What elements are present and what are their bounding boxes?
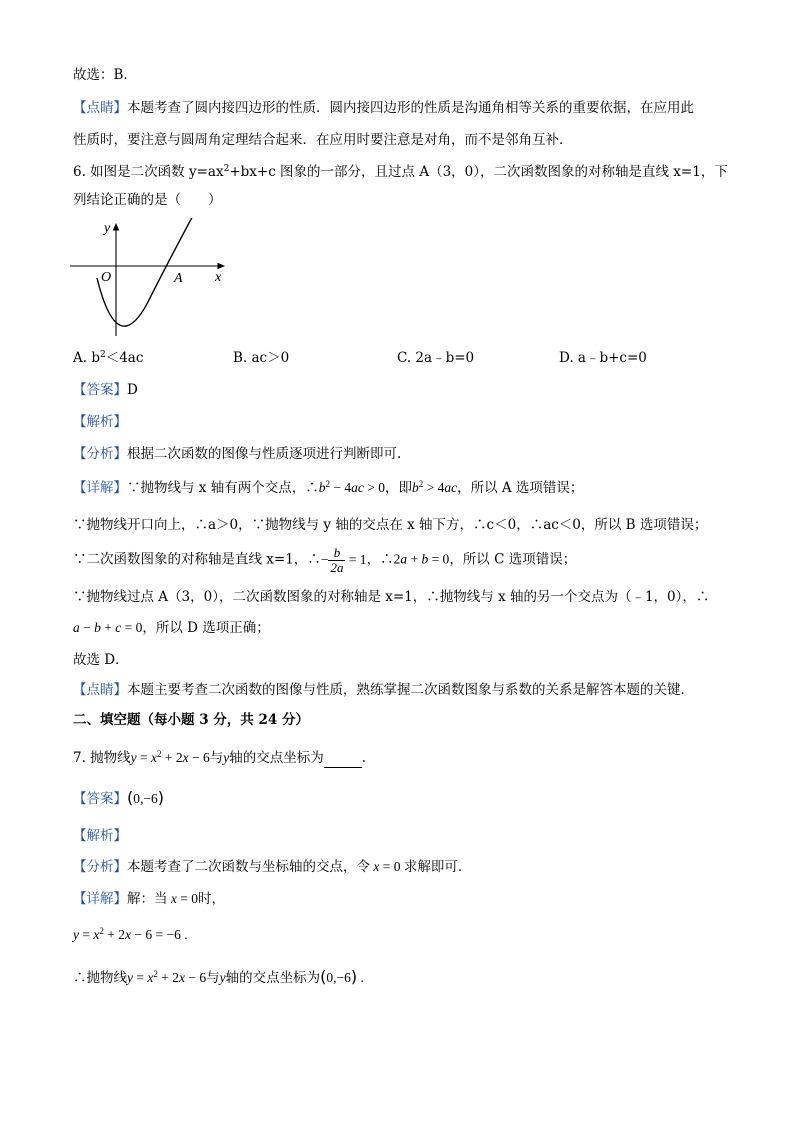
q7-y-symbol-2: y [219,970,226,985]
q6-detail-line-4: ∵抛物线过点 A（3，0），二次函数图象的对称轴是 x=1，∴抛物线与 x 轴的另一个交点为（﹣1，0），∴ [73,589,710,605]
discriminant-formula: $b^2 - 4ac > 0$ [318,479,385,495]
q7-result: (0,−6) . [320,967,364,986]
inequality-formula: $b^2 > 4ac$ [411,479,458,495]
answer-blank[interactable] [324,753,362,768]
x-axis-label: x [215,270,222,285]
q7-answer-tag: 【答案】 [73,791,127,807]
detail-1a: ∵抛物线与 x 轴有两个交点，∴ [127,480,319,496]
q7-conc-b: 与 [206,970,220,986]
q7-detail-b: 时， [198,891,225,907]
point-note-text: 本题考查了圆内接四边形的性质．圆内接四边形的性质是沟通角相等关系的重要依据，在应用此 [127,100,694,116]
q7-fenxi-a: 本题考查了二次函数与坐标轴的交点，令 [127,859,370,875]
relation-formula: 2a + b = 0 [393,551,450,567]
q6-answer: D [127,382,138,398]
point-formula: a − b + c = 0 [73,620,143,635]
choice-a-text-b: ＜4ac [105,350,144,366]
q7-computation: $y = x^2 + 2x - 6 = -6$ . [73,926,188,942]
fenxi-tag: 【分析】 [73,446,127,462]
question-6-line-2: 列结论正确的是（ ） [73,192,222,208]
q7-fenxi-b: 求解即可． [403,859,472,875]
dianjing-text: 本题主要考查二次函数的图像与性质，熟练掌握二次函数图象与系数的关系是解答本题的关键． [127,682,694,698]
q6-fenxi-line [73,444,401,464]
q7-conc-c: 轴的交点坐标为 [225,970,321,986]
detail-3b: ，∴ [366,551,394,568]
q7-text-a: 7. 抛物线 [73,750,131,766]
point-note-line-2: 性质时，要注意与圆周角定理结合起来．在应用时要注意是对角，而不是邻角互补． [73,132,573,148]
y-axis-label: y [104,221,111,236]
choice-c[interactable]: C. 2a﹣b=0 [397,350,475,366]
detail-3a: ∵二次函数图象的对称轴是直线 x=1，∴ [73,551,321,568]
q7-fenxi-tag: 【分析】 [73,859,127,875]
q7-y-symbol: y [223,750,230,765]
q7-detail-tag: 【详解】 [73,891,127,907]
dianjing-tag: 【点睛】 [73,682,127,698]
q7-conclusion [73,967,364,988]
answer-tag: 【答案】 [73,382,127,398]
q7-answer: (0,−6) [127,788,164,807]
q7-conc-a: ∴抛物线 [73,970,127,986]
q7-detail-line [73,889,225,909]
q7-text-b: 与 [209,750,224,766]
detail-tag: 【详解】 [73,480,127,496]
q7-function: $y = x^2 + 2x - 6$ [130,749,210,765]
choice-a-text: A. b [73,350,100,366]
section-heading: 二、填空题（每小题 3 分，共 24 分） [73,712,309,728]
q7-x-zero: x = 0 [370,859,404,874]
q6-detail-line-3 [73,546,576,575]
detail-1c: ，所以 A 选项错误； [457,480,584,496]
fenxi-text: 根据二次函数的图像与性质逐项进行判断即可. [127,446,402,462]
detail-1b: ，即 [384,480,412,496]
point-note-line [73,98,694,118]
q6-dianjing-line [73,680,694,700]
point-note-tag: 【点睛】 [73,100,127,116]
q7-analysis-tag: 【解析】 [73,828,127,844]
origin-label: O [101,270,112,285]
parabola-graph [64,218,244,342]
question-6-text-b: +bx+c 图象的一部分，且过点 A（3，0），二次函数图象的对称轴是直线 x=1，下 [229,164,728,180]
q6-analysis-tag: 【解析】 [73,414,127,430]
q7-x-zero-2: x = 0 [167,891,198,906]
question-7-line [73,748,366,768]
choice-a[interactable]: A. $b^2<4ac$ [73,350,144,366]
detail-5b: ，所以 D 选项正确； [142,620,270,636]
question-6-line-1: 6. 如图是二次函数 $y=ax^2+bx+c$ 图象的一部分，且过点 A（3，0），二次函数图象的对称轴是直线 x=1，下 [73,164,728,180]
point-a-label: A [174,271,183,286]
q7-text-d: . [361,750,367,766]
q7-detail-a: 解：当 [127,891,168,907]
q6-detail-line-2: ∵抛物线开口向上，∴a＞0，∵抛物线与 y 轴的交点在 x 轴下方，∴c＜0，∴ac＜0，所以 B 选项错误； [73,517,708,533]
question-6-text-a: 6. 如图是二次函数 y=ax [73,164,224,180]
choice-b[interactable]: B. ac＞0 [233,350,290,366]
detail-3c: ，所以 C 选项错误； [449,551,577,568]
q7-function-2: $y = x^2 + 2x - 6$ [127,969,207,985]
q6-answer-line [73,380,138,400]
choice-d[interactable]: D. a﹣b+c=0 [559,350,647,366]
q7-answer-line [73,788,164,809]
q6-detail-line-5 [73,618,270,638]
axis-formula: − $\frac{b}{2a}$ = 1 [320,545,367,575]
q6-detail-line-1 [73,478,583,498]
q7-text-c: 轴的交点坐标为 [229,750,324,766]
q6-final: 故选 D． [73,652,129,668]
conclusion-line: 故选：B． [73,67,137,83]
q7-fenxi-line [73,857,471,877]
